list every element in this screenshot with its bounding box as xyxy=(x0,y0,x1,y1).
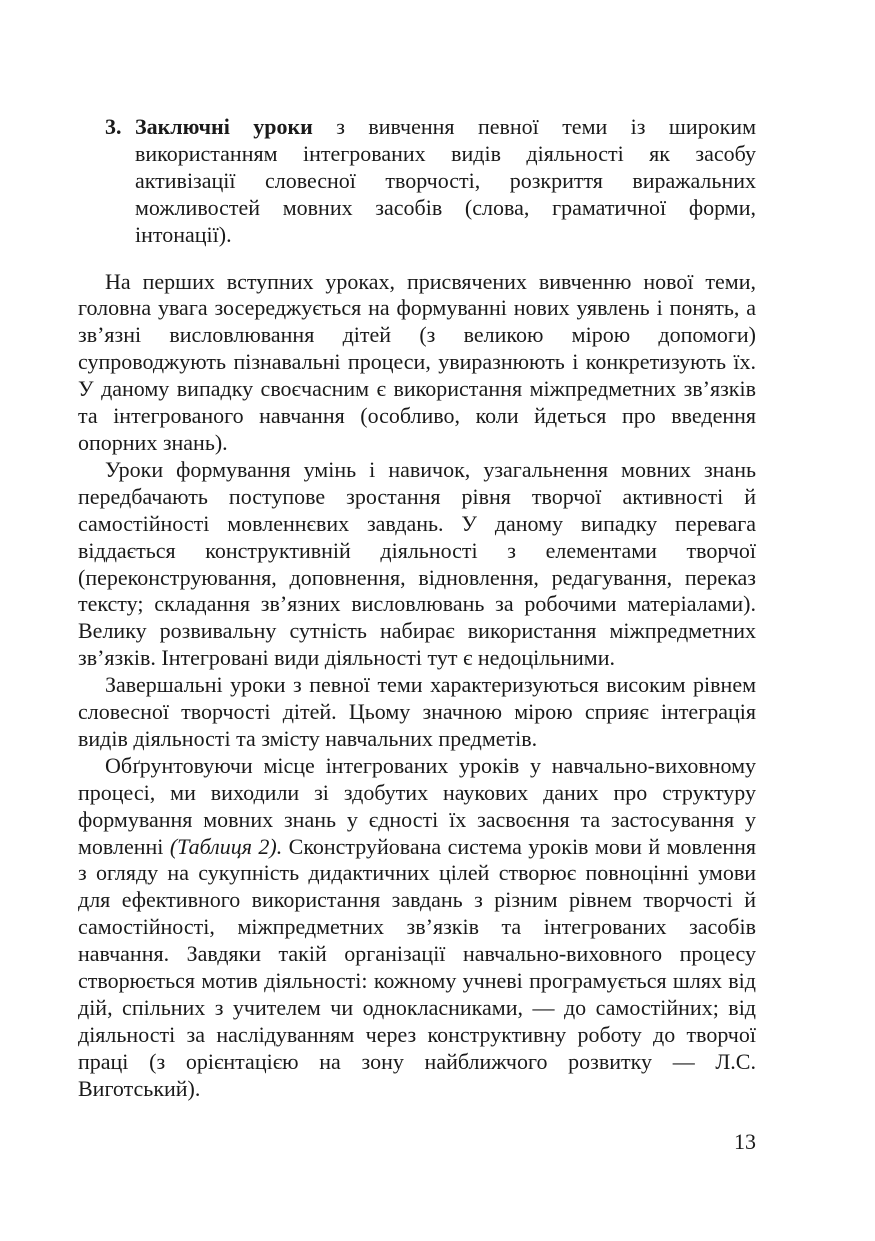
list-item-term: Заключні уроки xyxy=(135,114,313,139)
table-reference: (Таблиця 2). xyxy=(169,833,283,859)
paragraph-justification-start: Обґрунтовуючи місце інтегрованих уроків у навчально-виховному процесі, ми виходили зі здобутих наукових даних про структуру формування мовних знань у єдності їх засвоєння та застосування у мовленні xyxy=(78,752,756,859)
numbered-list-item xyxy=(78,114,756,249)
paragraph-justification xyxy=(78,753,756,1103)
paragraph-skills-lessons: Уроки формування умінь і навичок, узагальнення мовних знань передбачають поступове зростання рівня творчої активності й самостійності мовленнєвих завдань. У даному випадку перевага віддається конструктивній діяльності з елементами творчої (переконструювання, доповнення, відновлення, редагування, переказ тексту; складання зв’язних висловлювань за робочими матеріалами). Велику розвивальну сутність набирає використання міжпредметних зв’язків. Інтегровані види діяльності тут є недоцільними. xyxy=(78,456,756,671)
list-item-number: 3. xyxy=(105,114,122,139)
paragraph-final-lessons: Завершальні уроки з певної теми характеризуються високим рівнем словесної творчості дітей. Цьому значною мірою сприяє інтеграція видів діяльності та змісту навчальних предметів. xyxy=(78,672,756,751)
paragraph-introductory-lessons: На перших вступних уроках, присвячених вивченню нової теми, головна увага зосереджується на формуванні нових уявлень і понять, а зв’язні висловлювання дітей (з великою мірою допомоги) супроводжують пізнавальні процеси, увиразнюють і конкретизують їх. У даному випадку своєчасним є використання міжпредметних зв’язків та інтегрованого навчання (особливо, коли йдеться про введення опорних знань). xyxy=(78,268,756,455)
page-body xyxy=(78,114,756,1103)
list-item-text: з вивчення певної теми із широким використанням інтегрованих видів діяльності як засобу активізації словесної творчості, розкриття виражальних можливостей мовних засобів (слова, граматичної форми, інтонації). xyxy=(135,114,756,247)
page-number: 13 xyxy=(734,1129,756,1154)
paragraph-justification-end: Сконструйована система уроків мови й мовлення з огляду на сукупність дидактичних цілей створює повноцінні умови для ефективного використання завдань з різним рівнем творчості й самостійності, міжпредметних зв’язків та інтегрованих засобів навчання. Завдяки такій організації навчально-виховного процесу створюється мотив діяльності: кожному учневі програмується шлях від дій, спільних з учителем чи однокласниками, — до самостійних; від діяльності за наслідуванням через конструктивну роботу до творчої праці (з орієнтацією на зону найближчого розвитку — Л.С. Виготський). xyxy=(78,833,757,1101)
